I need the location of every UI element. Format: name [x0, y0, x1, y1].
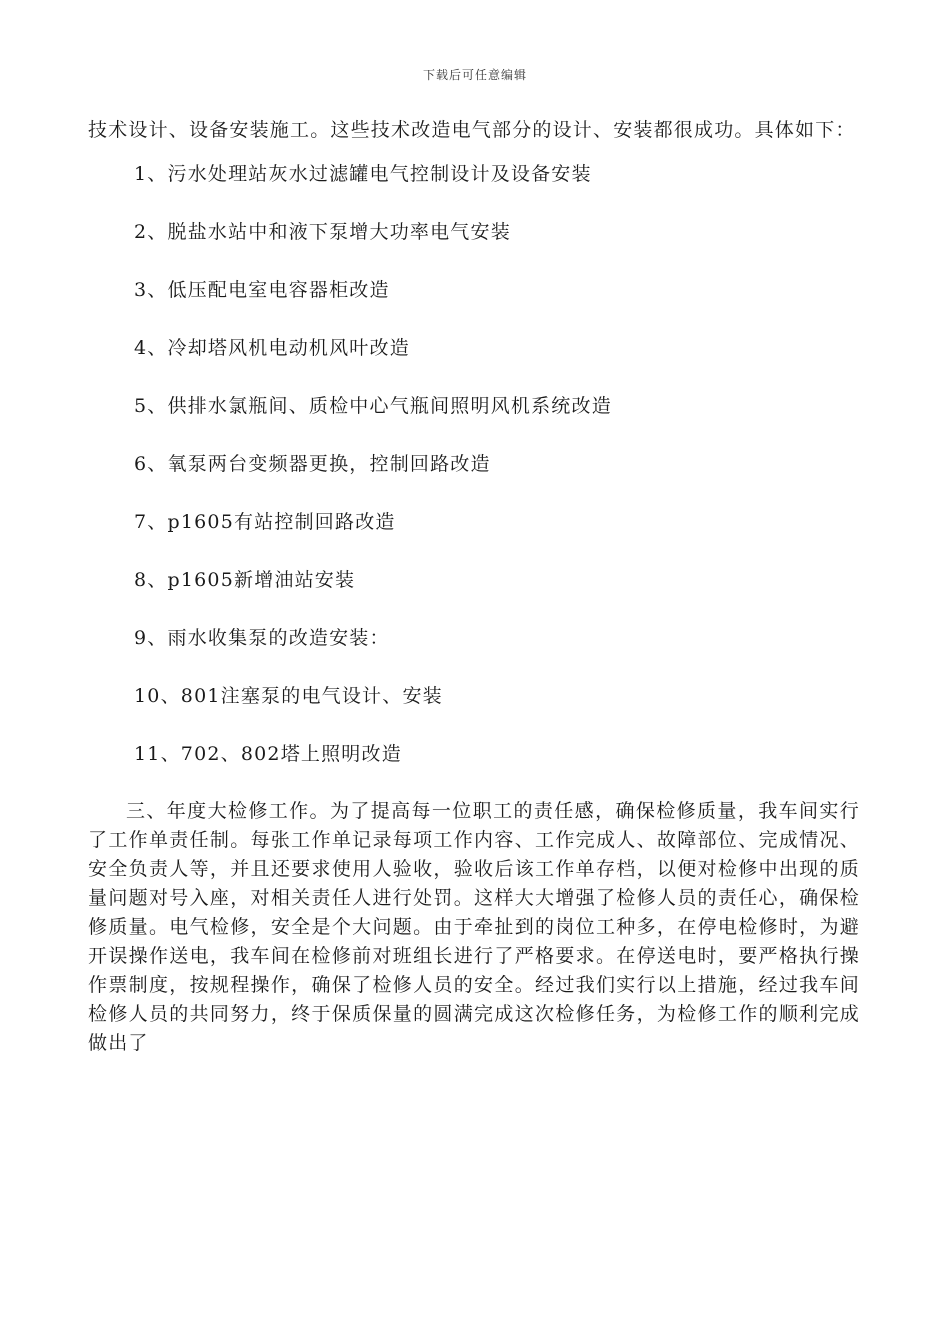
- list-item: 3、低压配电室电容器柜改造: [134, 279, 390, 301]
- list-item: 8、p1605新增油站安装: [134, 569, 356, 591]
- list-item: 10、801注塞泵的电气设计、安装: [134, 685, 443, 707]
- item-list: [88, 145, 860, 783]
- list-item: 1、污水处理站灰水过滤罐电气控制设计及设备安装: [134, 163, 592, 185]
- document-body: [88, 116, 860, 1058]
- list-item: 4、冷却塔风机电动机风叶改造: [134, 337, 410, 359]
- list-item: 5、供排水氯瓶间、质检中心气瓶间照明风机系统改造: [134, 395, 612, 417]
- header-note: 下载后可任意编辑: [422, 68, 527, 82]
- list-item: 9、雨水收集泵的改造安装：: [134, 627, 390, 649]
- list-item: 7、p1605有站控制回路改造: [134, 511, 396, 533]
- list-item: 2、脱盐水站中和液下泵增大功率电气安装: [134, 221, 511, 243]
- list-item: 6、氧泵两台变频器更换，控制回路改造: [134, 453, 491, 475]
- intro-paragraph: 技术设计、设备安装施工。这些技术改造电气部分的设计、安装都很成功。具体如下：: [88, 119, 856, 141]
- section-three-paragraph: 三、年度大检修工作。为了提高每一位职工的责任感，确保检修质量，我车间实行了工作单责任制。每张工作单记录每项工作内容、工作完成人、故障部位、完成情况、安全负责人等，并且还要求使用人验收，验收后该工作单存档，以便对检修中出现的质量问题对号入座，对相关责任人进行处罚。这样大大增强了检修人员的责任心，确保检修质量。电气检修，安全是个大问题。由于牵扯到的岗位工种多，在停电检修时，为避开误操作送电，我车间在检修前对班组长进行了严格要求。在停送电时，要严格执行操作票制度，按规程操作，确保了检修人员的安全。经过我们实行以上措施，经过我车间检修人员的共同努力，终于保质保量的圆满完成这次检修任务，为检修工作的顺利完成做出了: [88, 800, 860, 1054]
- list-item: 11、702、802塔上照明改造: [134, 743, 402, 765]
